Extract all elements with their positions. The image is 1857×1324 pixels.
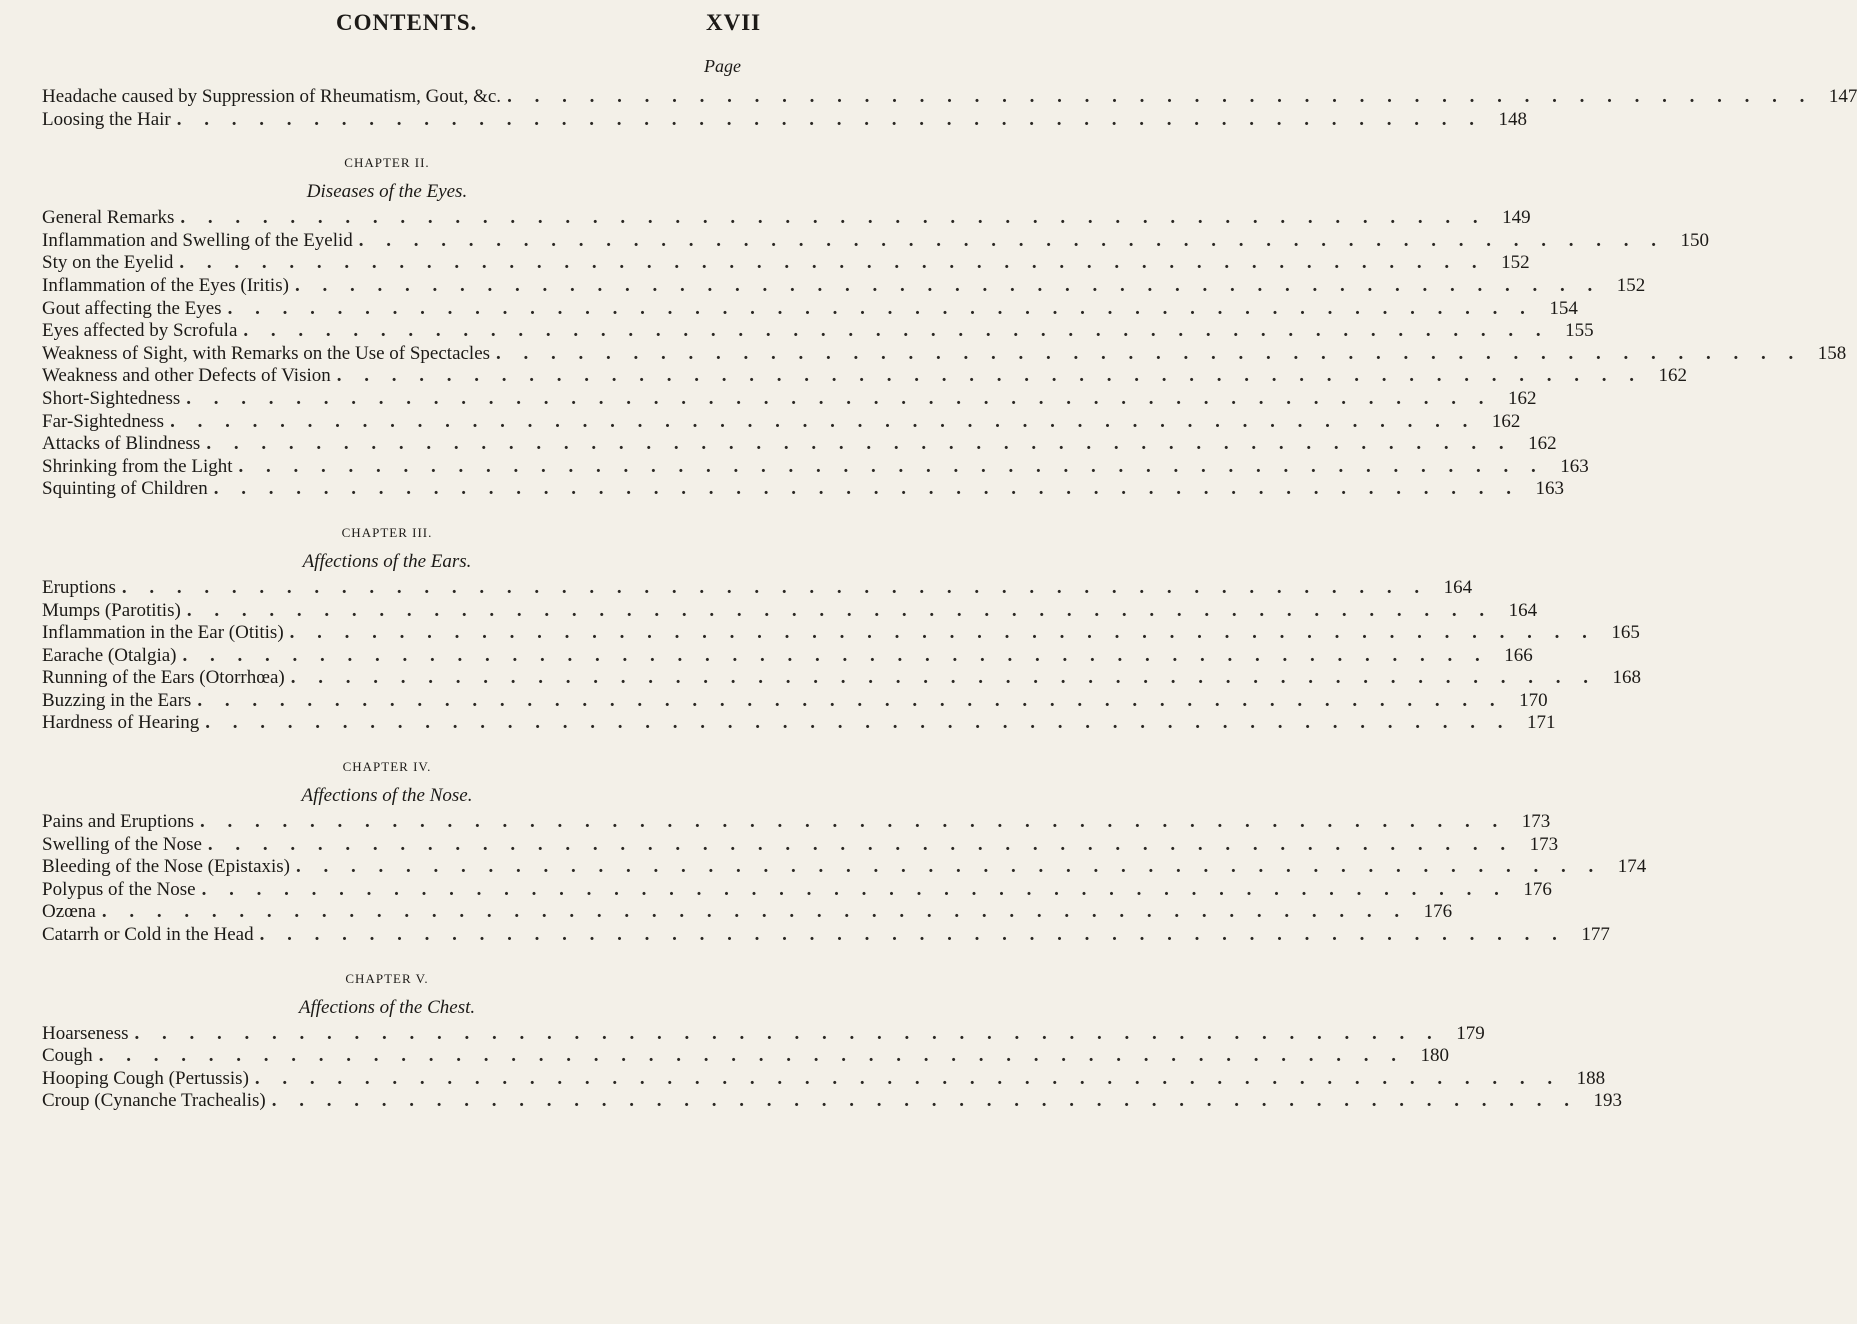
- toc-entry: [42, 229, 1710, 253]
- dot-leader: . . . . . . . . . . . . . . . . . . . . . . . . . . . . . . . . . . . . . . . . . . . . . . . .: [271, 1090, 1578, 1112]
- toc-entry-title: Swelling of the Nose: [42, 833, 202, 855]
- running-head: [0, 4, 800, 44]
- toc-entry-title: Gout affecting the Eyes: [42, 297, 222, 319]
- toc-entry: [42, 320, 1594, 343]
- toc-entry-page: 188: [1576, 1067, 1606, 1089]
- page-column-label: Page: [704, 56, 741, 76]
- table-of-contents: [42, 86, 1857, 1113]
- toc-entry-title: Headache caused by Suppression of Rheumatism, Gout, &c.: [42, 86, 502, 107]
- page-folio: XVII: [706, 10, 762, 35]
- toc-entry-page: 193: [1593, 1090, 1622, 1112]
- dot-leader: . . . . . . . . . . . . . . . . . . . . . . . . . . . . . . . . . . . . . . . . . . . . . . . .: [507, 86, 1814, 107]
- chapter-header: [12, 153, 762, 205]
- toc-entry-title: Far-Sightedness: [42, 410, 165, 432]
- dot-leader: . . . . . . . . . . . . . . . . . . . . . . . . . . . . . . . . . . . . . . . . . . . . . . . .: [358, 229, 1666, 251]
- toc-entry-page: 179: [1456, 1022, 1485, 1044]
- toc-entry-title: Hooping Cough (Pertussis): [42, 1067, 249, 1089]
- toc-entry: [42, 644, 1533, 668]
- toc-entry: [42, 667, 1641, 690]
- dot-leader: . . . . . . . . . . . . . . . . . . . . . . . . . . . . . . . . . . . . . . . . . . . . . . . .: [98, 1045, 1405, 1067]
- toc-entry-title: Catarrh or Cold in the Head: [42, 924, 254, 946]
- toc-entry-title: Polypus of the Nose: [42, 878, 196, 900]
- dot-leader: . . . . . . . . . . . . . . . . . . . . . . . . . . . . . . . . . . . . . . . . . . . . . . . .: [290, 667, 1597, 689]
- dot-leader: . . . . . . . . . . . . . . . . . . . . . . . . . . . . . . . . . . . . . . . . . . . . . . . .: [201, 878, 1508, 900]
- toc-entry-page: 176: [1523, 878, 1552, 900]
- toc-entry-title: Weakness of Sight, with Remarks on the Use of Spectacles: [42, 342, 491, 364]
- dot-leader: . . . . . . . . . . . . . . . . . . . . . . . . . . . . . . . . . . . . . . . . . . . . . . . .: [227, 297, 1534, 319]
- toc-entry: [42, 924, 1610, 947]
- chapter-subtitle: Affections of the Nose.: [301, 785, 473, 807]
- toc-entry: [42, 433, 1557, 456]
- toc-entry: [42, 622, 1640, 645]
- toc-entry-page: 155: [1565, 320, 1594, 342]
- dot-leader: . . . . . . . . . . . . . . . . . . . . . . . . . . . . . . . . . . . . . . . . . . . . . . . .: [243, 320, 1550, 342]
- toc-entry-title: Shrinking from the Light: [42, 455, 233, 477]
- chapter-header: [12, 523, 762, 575]
- toc-entry-title: General Remarks: [42, 207, 175, 229]
- toc-entry-page: 162: [1658, 365, 1688, 387]
- toc-entry-title: Sty on the Eyelid: [42, 252, 174, 274]
- toc-entry-title: Inflammation in the Ear (Otitis): [42, 622, 284, 644]
- dot-leader: . . . . . . . . . . . . . . . . . . . . . . . . . . . . . . . . . . . . . . . . . . . . . . . .: [134, 1022, 1441, 1044]
- dot-leader: . . . . . . . . . . . . . . . . . . . . . . . . . . . . . . . . . . . . . . . . . . . . . . . .: [205, 712, 1512, 734]
- toc-entry: [42, 410, 1521, 434]
- toc-entry-title: Eruptions: [42, 576, 116, 598]
- dot-leader: . . . . . . . . . . . . . . . . . . . . . . . . . . . . . . . . . . . . . . . . . . . . . . . .: [213, 478, 1520, 500]
- dot-leader: . . . . . . . . . . . . . . . . . . . . . . . . . . . . . . . . . . . . . . . . . . . . . . . .: [101, 901, 1409, 923]
- chapter-heading: CHAPTER V.: [345, 970, 429, 986]
- toc-entry-page: 174: [1617, 856, 1647, 878]
- toc-entry: [42, 856, 1647, 879]
- toc-entry-title: Loosing the Hair: [42, 108, 171, 130]
- dot-leader: . . . . . . . . . . . . . . . . . . . . . . . . . . . . . . . . . . . . . . . . . . . . . . . .: [296, 856, 1603, 878]
- toc-entry-page: 180: [1420, 1045, 1449, 1067]
- toc-entry-page: 148: [1498, 108, 1528, 130]
- toc-entry-page: 149: [1502, 207, 1531, 229]
- toc-entry: [42, 108, 1528, 132]
- dot-leader: . . . . . . . . . . . . . . . . . . . . . . . . . . . . . . . . . . . . . . . . . . . . . . . .: [186, 387, 1493, 409]
- toc-entry-page: 158: [1817, 342, 1847, 364]
- toc-entry-title: Short-Sightedness: [42, 387, 181, 409]
- toc-entry-title: Buzzing in the Ears: [42, 689, 192, 711]
- toc-entry: [42, 878, 1552, 902]
- toc-entry-title: Earache (Otalgia): [42, 644, 177, 666]
- toc-entry: [42, 833, 1559, 857]
- toc-entry-page: 177: [1581, 924, 1610, 946]
- dot-leader: . . . . . . . . . . . . . . . . . . . . . . . . . . . . . . . . . . . . . . . . . . . . . . . .: [496, 342, 1803, 364]
- toc-entry-page: 162: [1528, 433, 1557, 455]
- toc-entry: [42, 86, 1857, 109]
- toc-entry-page: 152: [1501, 252, 1530, 274]
- toc-entry-page: 176: [1423, 901, 1453, 923]
- toc-entry-page: 162: [1491, 410, 1521, 432]
- toc-entry: [42, 274, 1646, 298]
- dot-leader: . . . . . . . . . . . . . . . . . . . . . . . . . . . . . . . . . . . . . . . . . . . . . . . .: [121, 576, 1429, 598]
- toc-entry: [42, 1022, 1485, 1046]
- toc-entry: [42, 1067, 1606, 1091]
- toc-entry: [42, 297, 1578, 321]
- toc-entry-page: 168: [1612, 667, 1641, 689]
- chapter-heading: CHAPTER IV.: [342, 759, 432, 775]
- toc-entry: [42, 342, 1847, 366]
- dot-leader: . . . . . . . . . . . . . . . . . . . . . . . . . . . . . . . . . . . . . . . . . . . . . . . .: [197, 689, 1504, 711]
- chapter-header: [12, 757, 762, 809]
- toc-entry: [42, 207, 1531, 230]
- toc-entry-title: Ozœna: [42, 901, 96, 923]
- toc-entry-title: Running of the Ears (Otorrhœa): [42, 667, 285, 689]
- toc-entry: [42, 576, 1473, 600]
- toc-entry-page: 171: [1526, 712, 1556, 734]
- toc-entry-page: 154: [1549, 297, 1578, 319]
- toc-entry-title: Pains and Eruptions: [42, 811, 194, 833]
- toc-entry-title: Squinting of Children: [42, 478, 208, 500]
- dot-leader: . . . . . . . . . . . . . . . . . . . . . . . . . . . . . . . . . . . . . . . . . . . . . . . .: [170, 410, 1477, 432]
- chapter-subtitle: Affections of the Ears.: [302, 550, 472, 572]
- toc-entry: [42, 811, 1551, 834]
- toc-entry: [42, 599, 1538, 623]
- dot-leader: . . . . . . . . . . . . . . . . . . . . . . . . . . . . . . . . . . . . . . . . . . . . . . . .: [182, 644, 1489, 666]
- toc-entry-page: 164: [1508, 599, 1538, 621]
- toc-entry: [42, 455, 1589, 479]
- dot-leader: . . . . . . . . . . . . . . . . . . . . . . . . . . . . . . . . . . . . . . . . . . . . . . . .: [180, 207, 1487, 229]
- toc-entry-title: Attacks of Blindness: [42, 433, 201, 455]
- toc-entry-page: 173: [1521, 811, 1551, 833]
- chapter-heading: CHAPTER II.: [344, 155, 430, 171]
- chapter-subtitle: Affections of the Chest.: [298, 996, 476, 1018]
- toc-entry: [42, 252, 1530, 275]
- toc-entry: [42, 387, 1537, 411]
- toc-entry-page: 152: [1616, 274, 1646, 296]
- dot-leader: . . . . . . . . . . . . . . . . . . . . . . . . . . . . . . . . . . . . . . . . . . . . . . . .: [186, 599, 1494, 621]
- dot-leader: . . . . . . . . . . . . . . . . . . . . . . . . . . . . . . . . . . . . . . . . . . . . . . . .: [176, 108, 1484, 130]
- toc-entry: [42, 478, 1564, 501]
- dot-leader: . . . . . . . . . . . . . . . . . . . . . . . . . . . . . . . . . . . . . . . . . . . . . . . .: [289, 622, 1596, 644]
- toc-entry-page: 166: [1504, 644, 1533, 666]
- toc-entry: [42, 689, 1548, 713]
- dot-leader: . . . . . . . . . . . . . . . . . . . . . . . . . . . . . . . . . . . . . . . . . . . . . . . .: [259, 924, 1566, 946]
- toc-entry-title: Cough: [42, 1045, 93, 1067]
- dot-leader: . . . . . . . . . . . . . . . . . . . . . . . . . . . . . . . . . . . . . . . . . . . . . . . .: [206, 433, 1513, 455]
- toc-entry-page: 165: [1611, 622, 1640, 644]
- dot-leader: . . . . . . . . . . . . . . . . . . . . . . . . . . . . . . . . . . . . . . . . . . . . . . . .: [254, 1067, 1562, 1089]
- toc-entry-title: Hardness of Hearing: [42, 712, 200, 734]
- chapter-heading: CHAPTER III.: [341, 524, 433, 540]
- toc-entry-title: Weakness and other Defects of Vision: [42, 365, 331, 387]
- dot-leader: . . . . . . . . . . . . . . . . . . . . . . . . . . . . . . . . . . . . . . . . . . . . . . . .: [200, 811, 1507, 833]
- toc-entry-title: Inflammation of the Eyes (Iritis): [42, 274, 289, 296]
- toc-entry-page: 163: [1560, 455, 1589, 477]
- toc-entry-title: Inflammation and Swelling of the Eyelid: [42, 229, 353, 251]
- toc-entry: [42, 712, 1556, 735]
- dot-leader: . . . . . . . . . . . . . . . . . . . . . . . . . . . . . . . . . . . . . . . . . . . . . . . .: [207, 833, 1515, 855]
- toc-entry-title: Mumps (Parotitis): [42, 599, 181, 621]
- toc-entry-page: 147: [1828, 86, 1857, 107]
- dot-leader: . . . . . . . . . . . . . . . . . . . . . . . . . . . . . . . . . . . . . . . . . . . . . . . .: [238, 455, 1545, 477]
- toc-entry: [42, 901, 1453, 924]
- toc-entry-title: Hoarseness: [42, 1022, 129, 1044]
- dot-leader: . . . . . . . . . . . . . . . . . . . . . . . . . . . . . . . . . . . . . . . . . . . . . . . .: [336, 365, 1644, 387]
- chapter-header: [12, 969, 762, 1021]
- toc-entry-page: 163: [1535, 478, 1564, 500]
- toc-entry: [42, 365, 1688, 388]
- toc-entry-title: Eyes affected by Scrofula: [42, 320, 238, 342]
- toc-entry-page: 162: [1508, 387, 1537, 409]
- toc-entry-title: Croup (Cynanche Trachealis): [42, 1090, 266, 1112]
- chapter-subtitle: Diseases of the Eyes.: [306, 181, 468, 203]
- dot-leader: . . . . . . . . . . . . . . . . . . . . . . . . . . . . . . . . . . . . . . . . . . . . . . . .: [179, 252, 1486, 274]
- toc-entry-page: 164: [1443, 576, 1473, 598]
- dot-leader: . . . . . . . . . . . . . . . . . . . . . . . . . . . . . . . . . . . . . . . . . . . . . . . .: [294, 274, 1602, 296]
- toc-entry: [42, 1090, 1622, 1113]
- running-title: CONTENTS.: [336, 10, 478, 35]
- toc-entry-title: Bleeding of the Nose (Epistaxis): [42, 856, 291, 878]
- toc-entry-page: 150: [1680, 229, 1710, 251]
- toc-entry-page: 170: [1519, 689, 1548, 711]
- toc-entry-page: 173: [1529, 833, 1559, 855]
- toc-entry: [42, 1045, 1449, 1068]
